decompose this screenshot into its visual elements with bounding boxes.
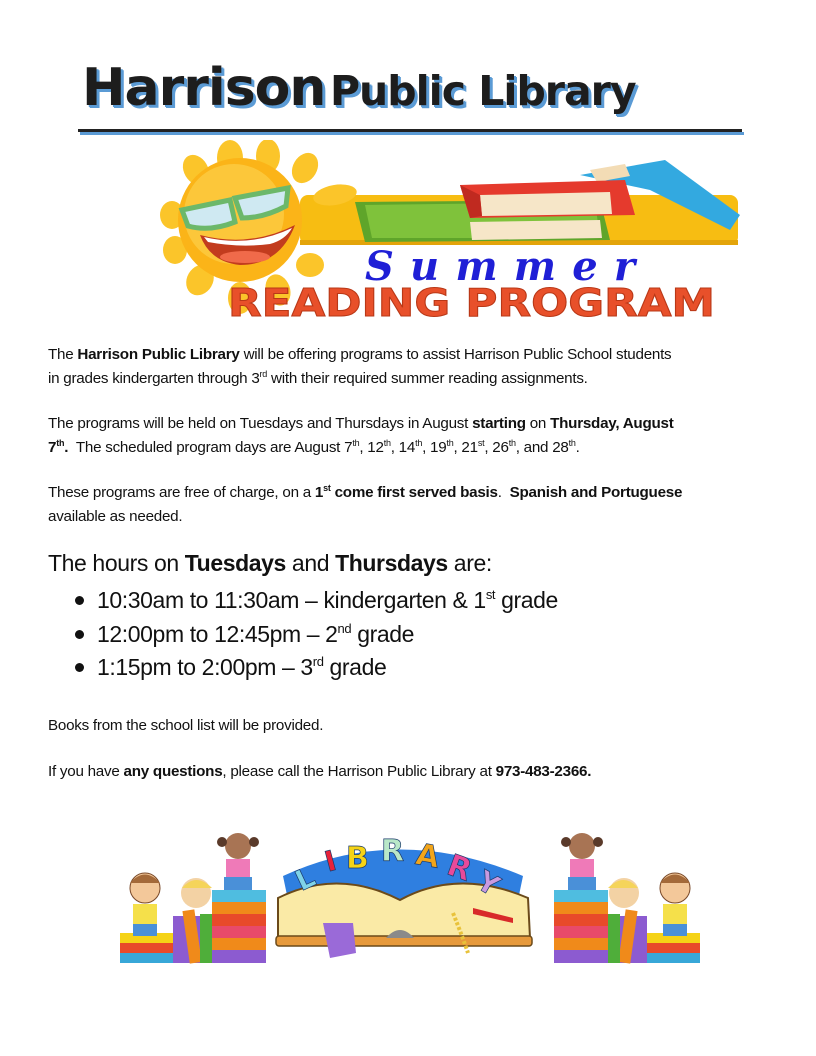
svg-text:R: R <box>381 834 405 869</box>
program-date: 28 <box>552 438 569 456</box>
title-text <box>82 58 636 118</box>
hours-heading: The hours on Tuesdays and Thursdays are: <box>48 550 492 576</box>
children-on-books-left-icon <box>120 833 266 964</box>
bullet-icon <box>75 663 84 672</box>
schedule-paragraph: The programs will be held on Tuesdays and Thursdays in August starting on Thursday, August 7th. The scheduled program days are August 7th, 12th, 14th, 19th, 21st, 26th, and 28th. <box>48 415 674 456</box>
bullet-icon <box>75 596 84 605</box>
hours-list-item: 12:00pm to 12:45pm – 2nd grade <box>72 619 558 653</box>
program-date: 26 <box>492 438 509 456</box>
hours-list-item: 10:30am to 11:30am – kindergarten & 1st grade <box>72 585 558 619</box>
library-clipart <box>118 828 702 964</box>
page-title <box>78 58 743 138</box>
reading-program-headline: READING PROGRAM <box>228 281 715 320</box>
title-underline <box>78 129 742 132</box>
intro-paragraph: The Harrison Public Library will be offering programs to assist Harrison Public School students in grades kindergarten through 3rd with their required summer reading assignments. <box>48 346 672 387</box>
hours-list-item: 1:15pm to 2:00pm – 3rd grade <box>72 652 558 686</box>
summer-script-text: Summer <box>365 243 635 290</box>
svg-text:R: R <box>442 847 477 889</box>
program-date: 21 <box>461 438 478 456</box>
svg-text:I: I <box>321 843 340 879</box>
children-on-books-right-icon <box>554 833 700 964</box>
program-date: 12 <box>367 438 384 456</box>
cost-paragraph: These programs are free of charge, on a 1st come first served basis. Spanish and Portuguese available as needed. <box>48 483 683 525</box>
contact-paragraph: If you have any questions, please call the Harrison Public Library at 973-483-2366. <box>48 763 592 780</box>
svg-text:B: B <box>346 841 369 876</box>
program-date: 7 <box>344 438 353 456</box>
open-book-icon <box>276 834 532 958</box>
title-word-harrison: Harrison <box>82 58 326 118</box>
bullet-icon <box>75 630 84 639</box>
svg-text:L: L <box>290 860 321 898</box>
svg-text:A: A <box>413 837 443 876</box>
books-note: Books from the school list will be provided. <box>48 717 324 734</box>
summer-reading-banner <box>160 140 740 320</box>
hours-list <box>72 585 558 686</box>
program-date: 19 <box>430 438 447 456</box>
svg-text:Y: Y <box>471 864 506 903</box>
phone-number: 973-483-2366. <box>495 763 592 780</box>
program-date: 14 <box>398 438 416 456</box>
title-word-public-library: Public Library <box>330 67 636 115</box>
